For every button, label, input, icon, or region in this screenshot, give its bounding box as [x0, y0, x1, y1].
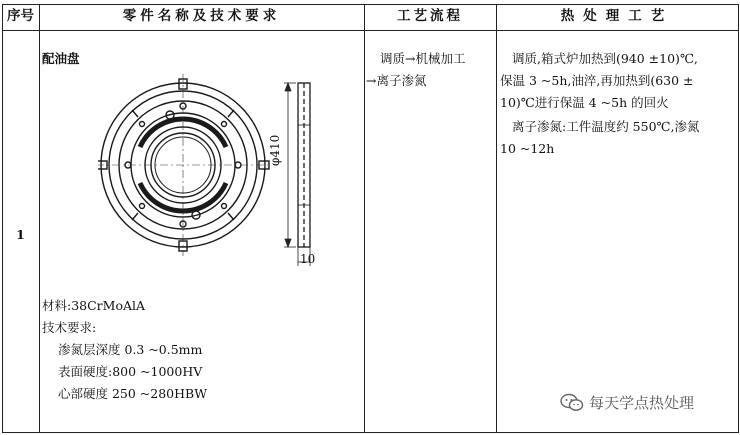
part-name: 配油盘	[42, 51, 80, 66]
col-border-0	[2, 4, 3, 433]
table-bottom-border	[2, 432, 738, 433]
watermark-text: 每天学点热处理	[589, 394, 695, 412]
thickness-label: 10	[300, 252, 316, 266]
col-border-1	[39, 4, 40, 433]
diameter-label: φ410	[268, 134, 282, 166]
row-index: 1	[16, 227, 25, 242]
header-index: 序号	[7, 8, 34, 24]
col-border-2	[364, 4, 365, 433]
col-border-4	[738, 4, 739, 433]
table-top-border	[2, 4, 738, 5]
tech-label: 技术要求:	[42, 320, 97, 335]
heat-line-5: 10 ~12h	[500, 141, 555, 156]
requirement-core-hardness: 心部硬度 250 ~280HBW	[58, 386, 208, 401]
oil-distribution-plate-drawing	[98, 70, 338, 270]
process-line-2: →离子渗氮	[366, 73, 427, 88]
wechat-icon	[560, 393, 584, 413]
header-bottom-border	[2, 30, 738, 31]
process-line-1: 调质→机械加工	[380, 51, 466, 66]
watermark	[560, 392, 694, 413]
requirement-surface-hardness: 表面硬度:800 ~1000HV	[58, 364, 203, 379]
heat-line-1: 调质,箱式炉加热到(940 ±10)℃,	[512, 51, 698, 66]
header-part: 零件名称及技术要求	[122, 8, 281, 24]
header-heat: 热处理工艺	[560, 8, 674, 24]
requirement-nitriding-depth: 渗氮层深度 0.3 ~0.5mm	[58, 342, 203, 357]
heat-line-2: 保温 3 ~5h,油淬,再加热到(630 ±	[500, 73, 694, 88]
heat-line-4: 离子渗氮:工件温度约 550℃,渗氮	[512, 119, 700, 134]
heat-line-3: 10)℃进行保温 4 ~5h 的回火	[500, 95, 669, 110]
material: 材料:38CrMoAlA	[42, 298, 146, 313]
header-process: 工艺流程	[397, 8, 463, 24]
col-border-3	[496, 4, 497, 433]
